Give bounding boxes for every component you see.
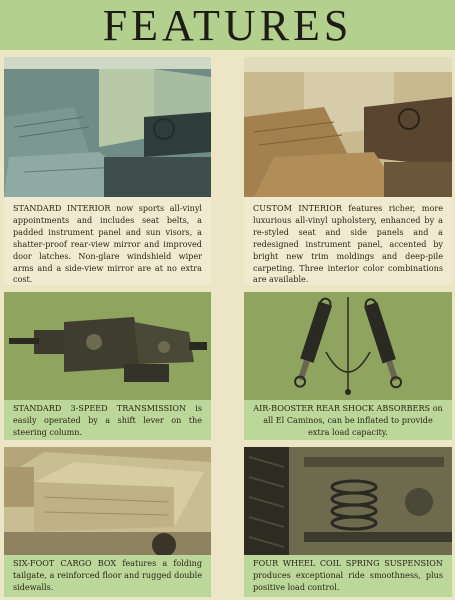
transmission-photo [4, 292, 211, 400]
cargo-box-lead: SIX-FOOT CARGO BOX [13, 558, 117, 568]
coil-spring-photo [244, 447, 452, 555]
cargo-box-photo [4, 447, 211, 555]
panel-cargo-box [4, 447, 211, 597]
transmission-lead: STANDARD 3-SPEED TRANSMISSION [13, 403, 187, 413]
custom-interior-photo [244, 57, 452, 197]
panel-custom-interior [244, 57, 452, 285]
standard-interior-caption [4, 197, 211, 285]
shock-absorbers-lead: AIR-BOOSTER REAR SHOCK ABSORBERS [253, 403, 431, 413]
standard-interior-lead: STANDARD INTERIOR [13, 203, 111, 213]
coil-spring-text: produces exceptional ride smoothness, plus positive load control. [253, 569, 443, 592]
panel-shock-absorbers [244, 292, 452, 440]
transmission-caption [4, 400, 211, 440]
shock-absorbers-caption [244, 400, 452, 440]
panel-coil-spring [244, 447, 452, 597]
panel-standard-interior [4, 57, 211, 285]
coil-spring-caption [244, 555, 452, 597]
cargo-box-text: features a folding tailgate, a reinforced floor and rugged double sidewalls. [13, 558, 202, 592]
custom-interior-lead: CUSTOM INTERIOR [253, 203, 342, 213]
panel-transmission [4, 292, 211, 440]
custom-interior-caption [244, 197, 452, 285]
shock-absorbers-photo [244, 292, 452, 400]
standard-interior-photo [4, 57, 211, 197]
page-title: FEATURES [102, 0, 353, 50]
cargo-box-caption [4, 555, 211, 597]
custom-interior-text: features richer, more luxurious all-vinyl upholstery, enhanced by a re-styled seat and side panels and a redesigned instrument panel, accented by bright new trim moldings and deep-pile carpeting. Three interior color combinations are available. [253, 203, 443, 285]
transmission-text: is easily operated by a shift lever on the steering column. [13, 403, 202, 437]
shock-absorbers-text: on all El Caminos, can be inflated to provide extra load capacity. [263, 403, 443, 437]
standard-interior-text: now sports all-vinyl appointments and includes seat belts, a padded instrument panel and sun visors, a shatter-proof rear-view mirror and improved door latches. Non-glare windshield wiper arms and a side-view mirror are at no extra cost. [13, 203, 203, 285]
page-header [0, 0, 455, 50]
coil-spring-lead: FOUR WHEEL COIL SPRING SUSPENSION [253, 558, 443, 568]
